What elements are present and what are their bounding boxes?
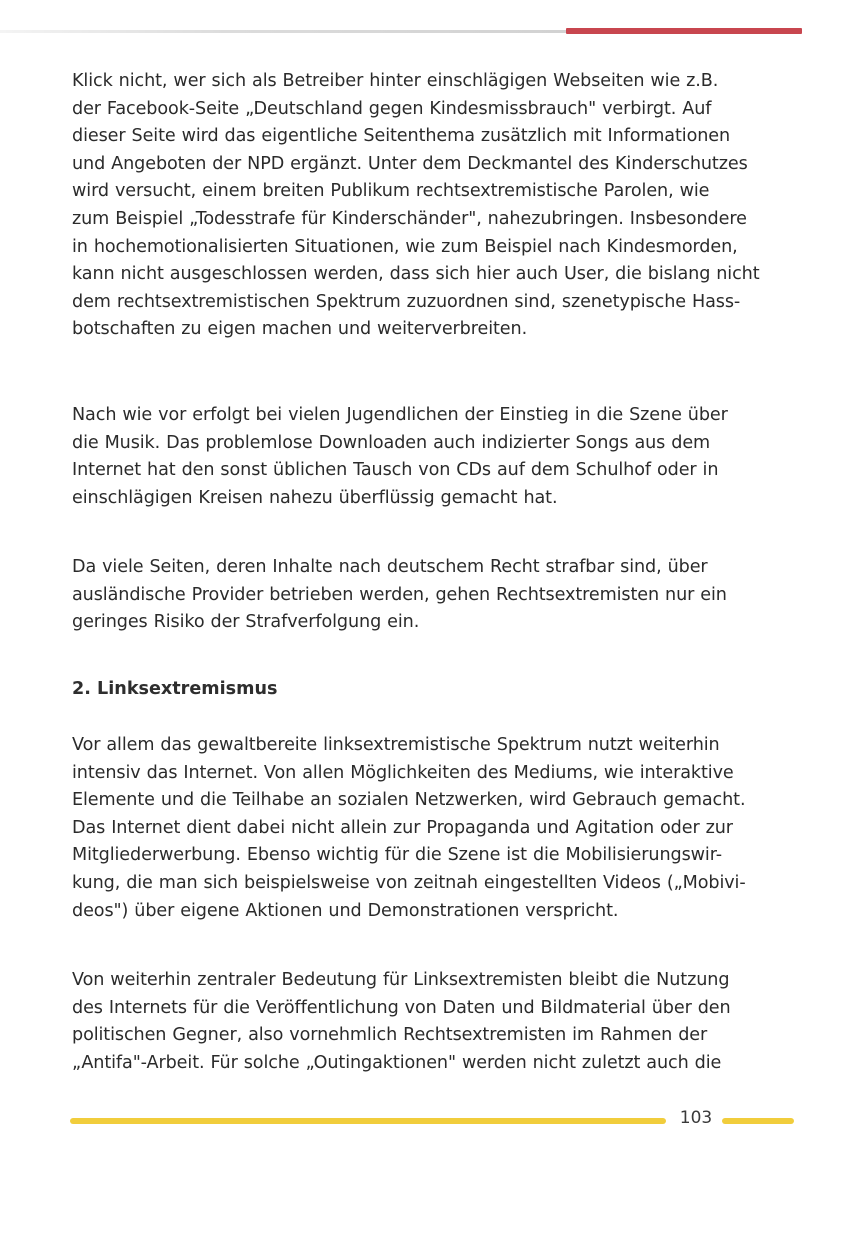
paragraph-1 [72, 68, 790, 344]
text-line: kann nicht ausgeschlossen werden, dass sich hier auch User, die bislang nicht [72, 264, 760, 285]
text-line: die Musik. Das problemlose Downloaden auch indizierter Songs aus dem [72, 432, 711, 453]
text-line: und Angeboten der NPD ergänzt. Unter dem Deckmantel des Kinderschutzes [72, 153, 748, 174]
text-line: Nach wie vor erfolgt bei vielen Jugendlichen der Einstieg in die Szene über [72, 405, 728, 425]
text-line: botschaften zu eigen machen und weiterverbreiten. [72, 319, 528, 340]
paragraph-4 [72, 732, 792, 925]
text-line: dem rechtsextremistischen Spektrum zuzuordnen sind, szenetypische Hass- [72, 291, 741, 312]
text-line: der Facebook-Seite „Deutschland gegen Kindesmissbrauch" verbirgt. Auf [72, 98, 712, 119]
top-divider-gray [0, 30, 566, 33]
page-number: 103 [679, 1108, 713, 1128]
text-line: dieser Seite wird das eigentliche Seitenthema zusätzlich mit Informationen [72, 126, 731, 147]
text-line: politischen Gegner, also vornehmlich Rechtsextremisten im Rahmen der [72, 1025, 708, 1046]
text-line: zum Beispiel „Todesstrafe für Kinderschänder", nahezubringen. Insbesondere [72, 208, 747, 229]
text-line: kung, die man sich beispielsweise von zeitnah eingestellten Videos („Mobivi- [72, 872, 746, 893]
text-line: Klick nicht, wer sich als Betreiber hinter einschlägigen Webseiten wie z.B. [72, 71, 719, 91]
text-line: Mitgliederwerbung. Ebenso wichtig für die Szene ist die Mobilisierungswir- [72, 845, 722, 866]
text-line: intensiv das Internet. Von allen Möglichkeiten des Mediums, wie interaktive [72, 762, 734, 783]
text-line: des Internets für die Veröffentlichung von Daten und Bildmaterial über den [72, 997, 731, 1018]
text-line: in hochemotionalisierten Situationen, wie zum Beispiel nach Kindesmorden, [72, 236, 738, 257]
text-line: Da viele Seiten, deren Inhalte nach deutschem Recht strafbar sind, über [72, 557, 708, 577]
text-line: „Antifa"-Arbeit. Für solche „Outingaktionen" werden nicht zuletzt auch die [72, 1052, 722, 1073]
text-line: einschlägigen Kreisen nahezu überflüssig gemacht hat. [72, 487, 558, 508]
paragraph-2 [72, 402, 790, 512]
text-line: deos") über eigene Aktionen und Demonstrationen verspricht. [72, 900, 619, 921]
text-line: wird versucht, einem breiten Publikum rechtsextremistische Parolen, wie [72, 181, 710, 202]
text-line: ausländische Provider betrieben werden, gehen Rechtsextremisten nur ein [72, 584, 727, 605]
footer-divider-right [722, 1118, 794, 1124]
text-line: Von weiterhin zentraler Bedeutung für Linksextremisten bleibt die Nutzung [72, 970, 730, 990]
text-line: Das Internet dient dabei nicht allein zur Propaganda und Agitation oder zur [72, 817, 733, 838]
text-line: Internet hat den sonst üblichen Tausch von CDs auf dem Schulhof oder in [72, 460, 719, 481]
section-heading: 2. Linksextremismus [72, 679, 278, 699]
paragraph-5 [72, 967, 790, 1077]
text-line: Vor allem das gewaltbereite linksextremistische Spektrum nutzt weiterhin [72, 735, 720, 755]
footer-divider-left [70, 1118, 666, 1124]
paragraph-3 [72, 554, 790, 637]
top-divider-red-accent [566, 28, 802, 34]
text-line: geringes Risiko der Strafverfolgung ein. [72, 612, 420, 633]
text-line: Elemente und die Teilhabe an sozialen Netzwerken, wird Gebrauch gemacht. [72, 790, 746, 811]
